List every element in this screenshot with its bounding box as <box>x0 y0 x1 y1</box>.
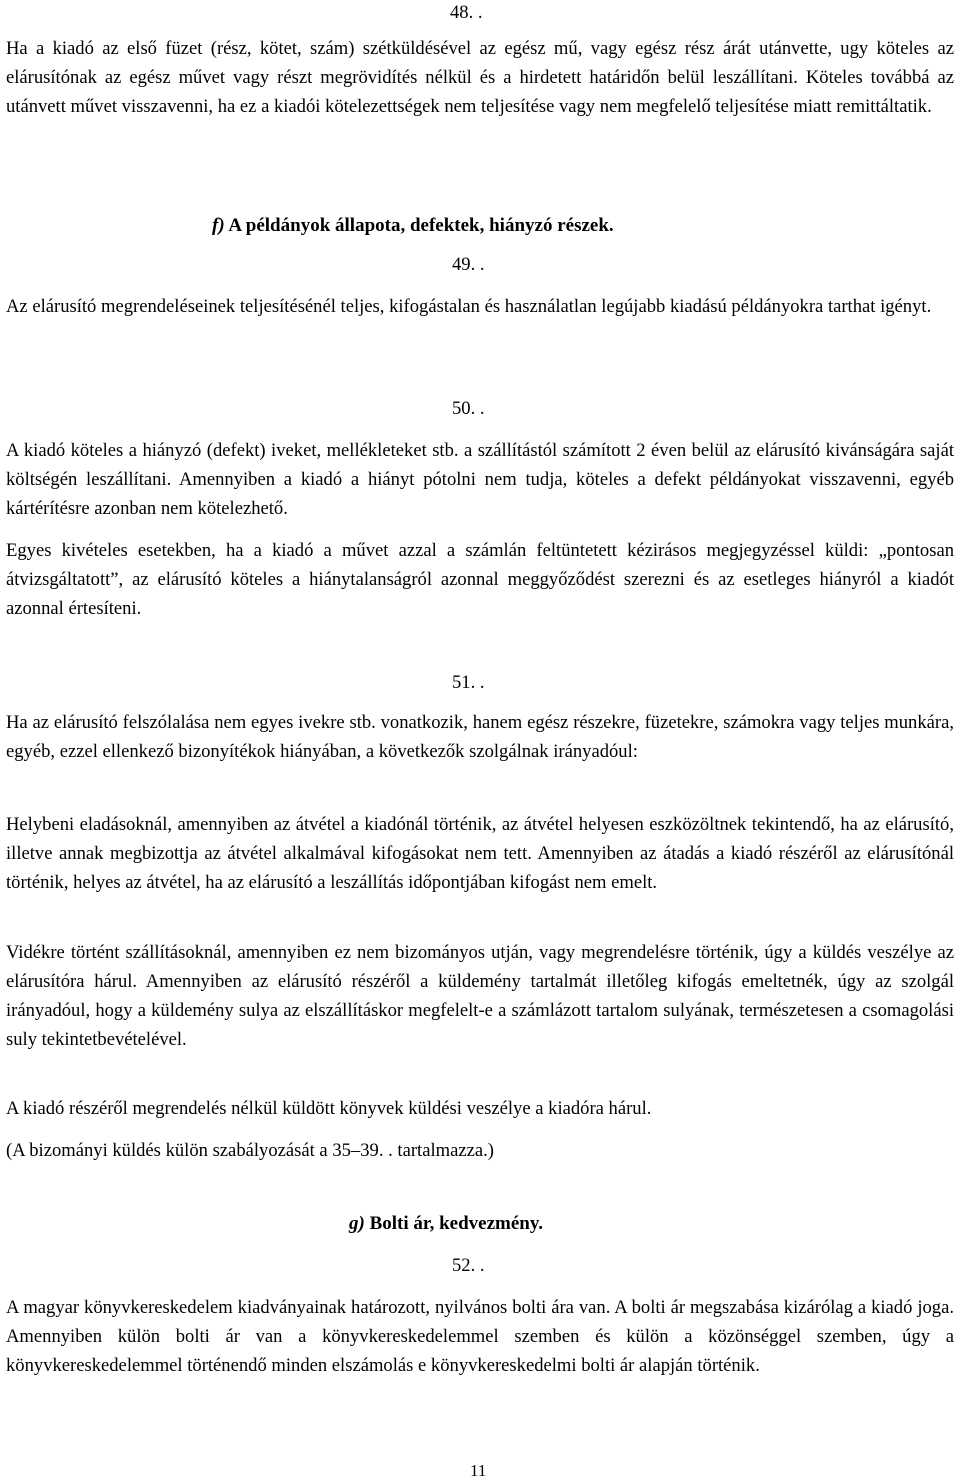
heading-letter: f) <box>212 215 225 236</box>
paragraph-49-1: Az elárusító megrendeléseinek teljesítésénél teljes, kifogástalan és használatlan legújabb kiadású példányokra tarthat igényt. <box>6 296 932 317</box>
paragraph-51-4: A kiadó részéről megrendelés nélkül küldött könyvek küldési veszélye a kiadóra hárul. <box>6 1098 652 1119</box>
heading-text: A példányok állapota, defektek, hiányzó részek. <box>228 215 614 236</box>
section-number-48: 48. . <box>450 2 483 23</box>
paragraph-50-2: Egyes kivételes esetekben, ha a kiadó a művet azzal a számlán feltüntetett kézirásos megjegyzéssel küldi: „pontosan átvizsgáltatott”, az elárusító köteles a hiánytalanságról azonnal meggyőződést szerezni és az esetleges hiányról a kiadót azonnal értesíteni. <box>6 540 954 619</box>
section-number-50: 50. . <box>452 398 485 419</box>
heading-f <box>212 211 614 240</box>
paragraph-48-1: Ha a kiadó az első füzet (rész, kötet, szám) szétküldésével az egész mű, vagy egész rész árát utánvette, ugy köteles az elárusítónak az egész művet vagy részt megrövidítés nélkül és a hirdetett határidőn belül leszállítani. Köteles továbbá az utánvett művet visszavenni, ha ez a kiadói kötelezettségek nem teljesítése vagy nem megfelelő teljesítése miatt remittáltatik. <box>6 38 954 117</box>
section-number-51: 51. . <box>452 672 485 693</box>
paragraph-51-3: Vidékre történt szállításoknál, amennyiben ez nem bizományos utján, vagy megrendelésre történik, úgy a küldés veszélye az elárusítóra hárul. Amennyiben az elárusító részéről a küldemény tartalmát illetőleg kifogás emeltetnék, úgy az szolgál irányadóul, hogy a küldemény sulya az elszállításkor megfelelt-e a számlázott tartalom sulyának, természetesen a csomagolási suly tekintetbevételével. <box>6 942 954 1050</box>
heading-letter: g) <box>349 1213 365 1234</box>
page-number: 11 <box>470 1461 487 1480</box>
heading-g <box>349 1209 543 1238</box>
section-number-49: 49. . <box>452 254 485 275</box>
section-number-52: 52. . <box>452 1255 485 1276</box>
paragraph-51-5: (A bizományi küldés külön szabályozását a 35–39. . tartalmazza.) <box>6 1140 494 1161</box>
paragraph-51-1: Ha az elárusító felszólalása nem egyes ivekre stb. vonatkozik, hanem egész részekre, füzetekre, számokra vagy teljes munkára, egyéb, ezzel ellenkező bizonyítékok hiányában, a következők szolgálnak irányadóul: <box>6 712 954 762</box>
paragraph-51-2: Helybeni eladásoknál, amennyiben az átvétel a kiadónál történik, az átvétel helyesen eszközöltnek tekintendő, ha az elárusító, illetve annak megbizottja az átvétel alkalmával kifogásokat nem tett. Amennyiben az átadás a kiadó részéről az elárusítónál történik, helyes az átvétel, ha az elárusító a leszállítás időpontjában kifogást nem emelt. <box>6 814 954 893</box>
paragraph-50-1: A kiadó köteles a hiányzó (defekt) iveket, mellékleteket stb. a szállítástól számított 2 éven belül az elárusító kivánságára saját költségén leszállítani. Amennyiben a kiadó a hiányt pótolni nem tudja, köteles a defekt példányokat visszavenni, egyéb kártérítésre azonban nem kötelezhető. <box>6 440 954 519</box>
paragraph-52-1: A magyar könyvkereskedelem kiadványainak határozott, nyilvános bolti ára van. A bolti ár megszabása kizárólag a kiadó joga. Amennyiben külön bolti ár van a könyvkereskedelemmel szemben és külön a közönséggel szemben, úgy a könyvkereskedelemmel történendő minden elszámolás e könyvkereskedelmi bolti ár alapján történik. <box>6 1297 954 1376</box>
heading-text: Bolti ár, kedvezmény. <box>369 1213 544 1234</box>
